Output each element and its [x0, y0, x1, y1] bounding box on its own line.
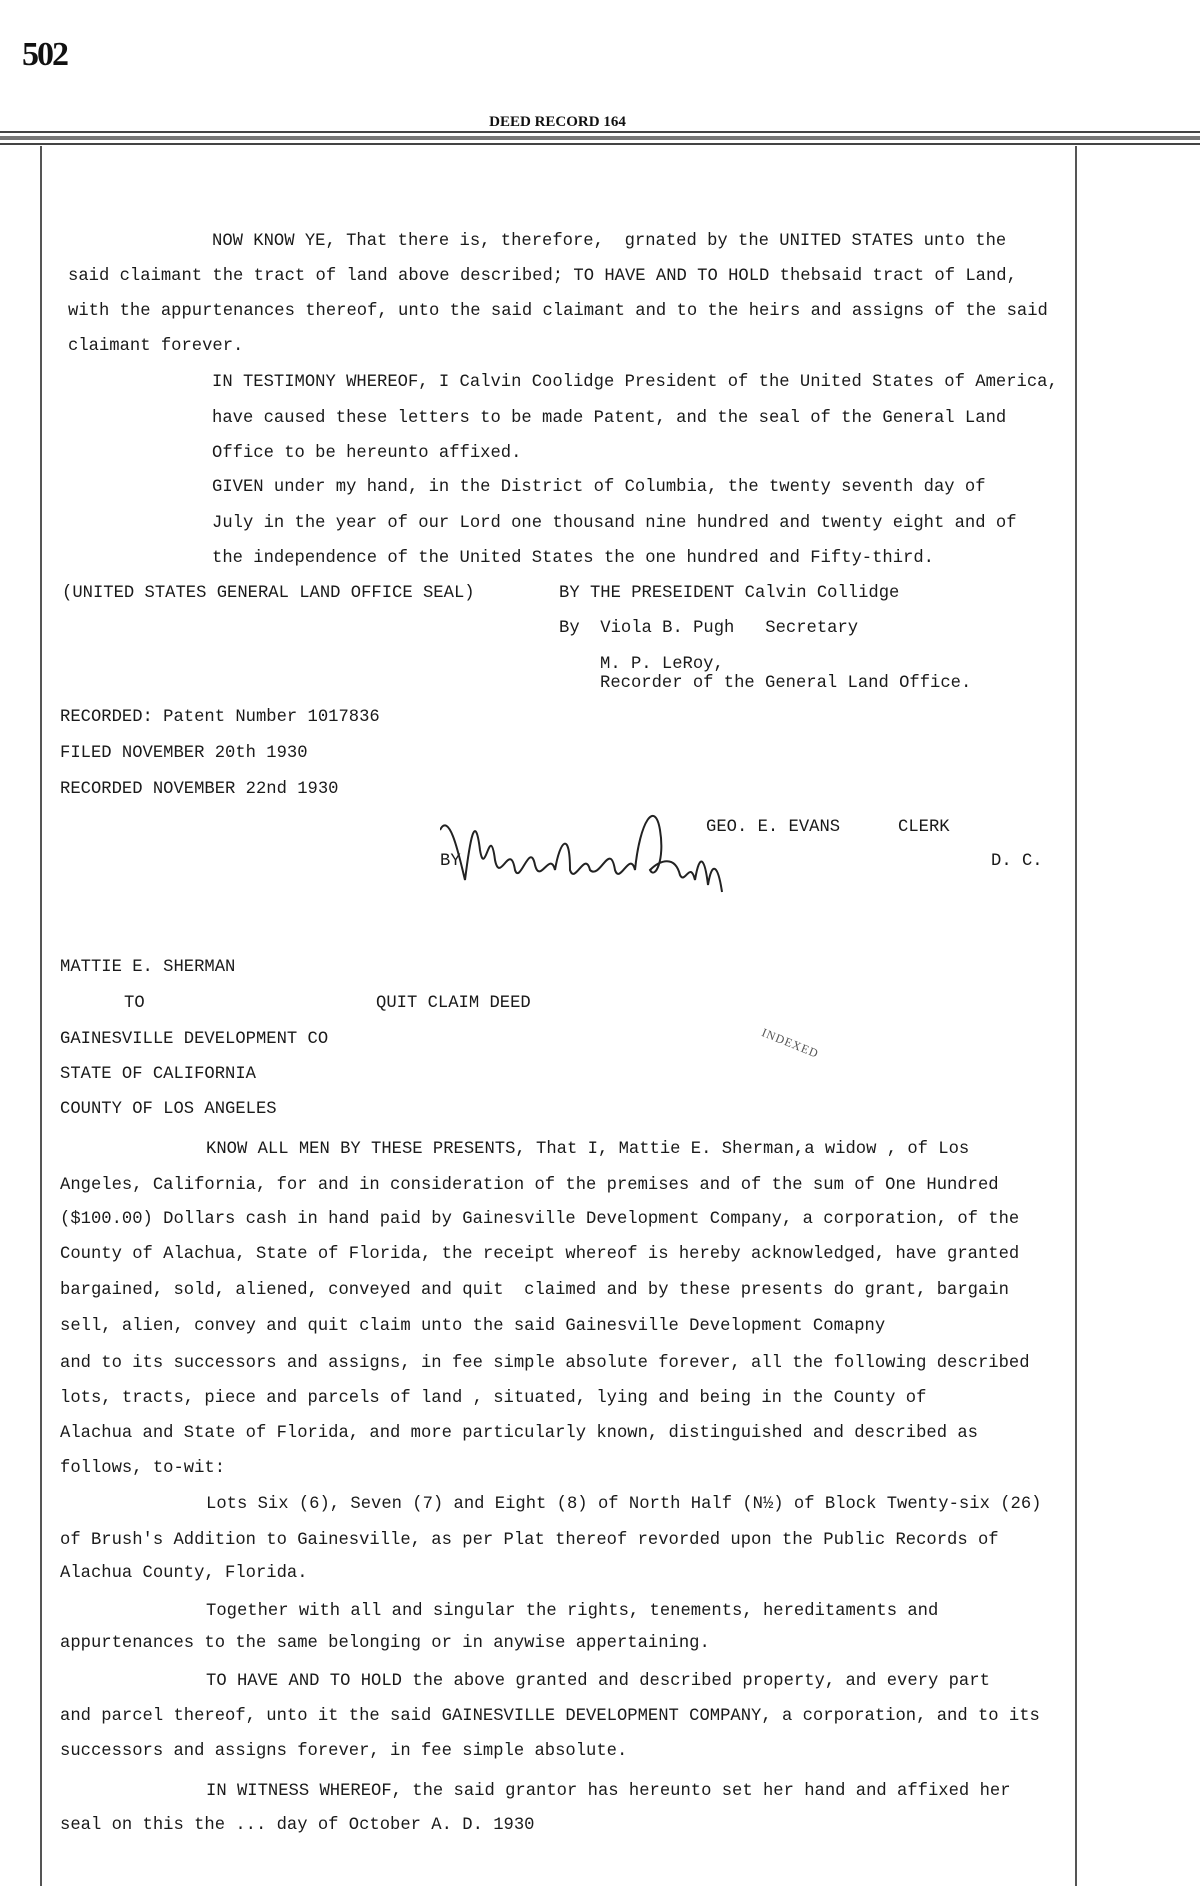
text-line: COUNTY OF LOS ANGELES — [60, 1100, 277, 1119]
text-line: GIVEN under my hand, in the District of Columbia, the twenty seventh day of — [212, 478, 986, 497]
text-line: and to its successors and assigns, in fee simple absolute forever, all the following described — [60, 1354, 1030, 1373]
text-line: Office to be hereunto affixed. — [212, 444, 522, 463]
text-line: D. C. — [991, 852, 1043, 871]
text-line: Alachua County, Florida. — [60, 1564, 308, 1583]
text-line: IN WITNESS WHEREOF, the said grantor has hereunto set her hand and affixed her — [206, 1782, 1011, 1801]
indexed-stamp: INDEXED — [759, 1025, 821, 1061]
text-line: GEO. E. EVANS — [706, 818, 841, 837]
text-line: CLERK — [898, 818, 950, 837]
header-rule — [0, 131, 1200, 133]
text-line: sell, alien, convey and quit claim unto the said Gainesville Development Comapny — [60, 1317, 886, 1336]
text-line: and parcel thereof, unto it the said GAINESVILLE DEVELOPMENT COMPANY, a corporation, and to its — [60, 1707, 1040, 1726]
text-line: FILED NOVEMBER 20th 1930 — [60, 744, 308, 763]
text-line: Together with all and singular the rights, tenements, hereditaments and — [206, 1602, 939, 1621]
text-line: BY THE PRESEIDENT Calvin Collidge — [559, 584, 900, 603]
text-line: MATTIE E. SHERMAN — [60, 958, 236, 977]
text-line: County of Alachua, State of Florida, the receipt whereof is hereby acknowledged, have granted — [60, 1245, 1020, 1264]
text-line: NOW KNOW YE, That there is, therefore, grnated by the UNITED STATES unto the — [212, 232, 1007, 251]
text-line: IN TESTIMONY WHEREOF, I Calvin Coolidge President of the United States of America, — [212, 373, 1058, 392]
right-margin-line — [1075, 146, 1077, 1886]
signature — [440, 800, 780, 900]
text-line: GAINESVILLE DEVELOPMENT CO — [60, 1030, 329, 1049]
text-line: bargained, sold, aliened, conveyed and quit claimed and by these presents do grant, bargain — [60, 1281, 1009, 1300]
text-line: appurtenances to the same belonging or in anywise appertaining. — [60, 1634, 710, 1653]
text-line: KNOW ALL MEN BY THESE PRESENTS, That I, Mattie E. Sherman,a widow , of Los — [206, 1140, 970, 1159]
text-line: RECORDED NOVEMBER 22nd 1930 — [60, 780, 339, 799]
text-line: BY — [440, 852, 461, 871]
text-line: with the appurtenances thereof, unto the said claimant and to the heirs and assigns of the said — [68, 302, 1048, 321]
text-line: claimant forever. — [68, 337, 244, 356]
header-rule — [0, 143, 1200, 145]
left-margin-line — [40, 146, 42, 1886]
text-line: said claimant the tract of land above described; TO HAVE AND TO HOLD thebsaid tract of Land, — [68, 267, 1017, 286]
text-line: Angeles, California, for and in consideration of the premises and of the sum of One Hundred — [60, 1176, 999, 1195]
page-number: 502 — [22, 36, 67, 73]
text-line: Lots Six (6), Seven (7) and Eight (8) of North Half (N½) of Block Twenty-six (26) — [206, 1495, 1042, 1514]
text-line: By Viola B. Pugh Secretary — [559, 619, 859, 638]
text-line: lots, tracts, piece and parcels of land , situated, lying and being in the County of — [60, 1389, 927, 1408]
text-line: TO HAVE AND TO HOLD the above granted and described property, and every part — [206, 1672, 990, 1691]
text-line: STATE OF CALIFORNIA — [60, 1065, 256, 1084]
text-line: TO — [124, 994, 145, 1013]
text-line: the independence of the United States the one hundred and Fifty-third. — [212, 549, 934, 568]
text-line: Alachua and State of Florida, and more particularly known, distinguished and described as — [60, 1424, 978, 1443]
text-line: ($100.00) Dollars cash in hand paid by Gainesville Development Company, a corporation, of the — [60, 1210, 1020, 1229]
header-rule — [0, 136, 1200, 140]
text-line: (UNITED STATES GENERAL LAND OFFICE SEAL) — [62, 584, 475, 603]
text-line: have caused these letters to be made Patent, and the seal of the General Land — [212, 409, 1007, 428]
text-line: follows, to-wit: — [60, 1459, 226, 1478]
text-line: successors and assigns forever, in fee simple absolute. — [60, 1742, 628, 1761]
text-line: Recorder of the General Land Office. — [600, 674, 972, 693]
record-header: DEED RECORD 164 — [489, 114, 626, 130]
text-line: M. P. LeRoy, — [600, 655, 724, 674]
text-line: of Brush's Addition to Gainesville, as per Plat thereof revorded upon the Public Records of — [60, 1531, 999, 1550]
text-line: seal on this the ... day of October A. D. 1930 — [60, 1816, 535, 1835]
text-line: QUIT CLAIM DEED — [376, 994, 531, 1013]
text-line: RECORDED: Patent Number 1017836 — [60, 708, 380, 727]
text-line: July in the year of our Lord one thousand nine hundred and twenty eight and of — [212, 514, 1017, 533]
